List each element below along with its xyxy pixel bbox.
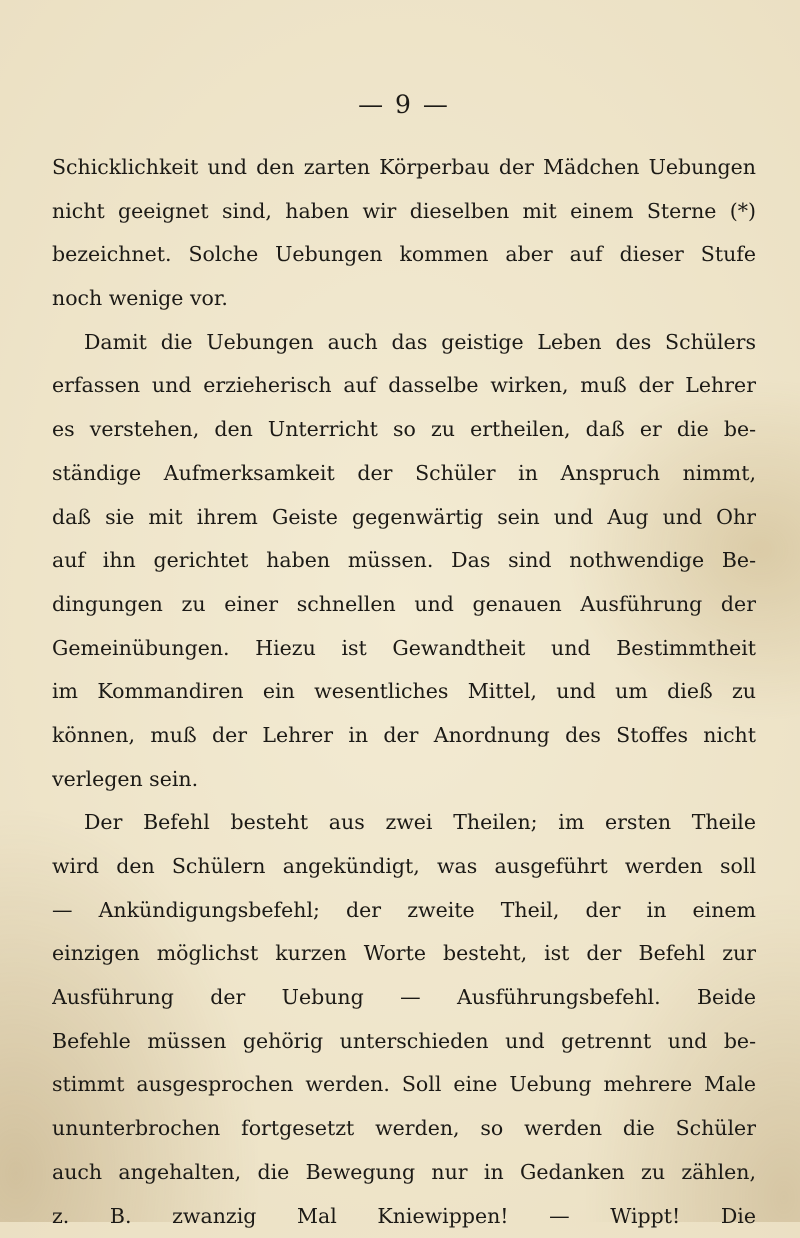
text-line: im Kommandiren ein wesentliches Mittel, und um dieß zu bbox=[52, 670, 756, 714]
text-line: daß sie mit ihrem Geiste gegenwärtig sein und Aug und Ohr bbox=[52, 496, 756, 540]
text-line: Schicklichkeit und den zarten Körperbau der Mädchen Uebungen bbox=[52, 146, 756, 190]
body-text bbox=[52, 146, 756, 1238]
text-line: Ausführung der Uebung — Ausführungsbefehl. Beide bbox=[52, 976, 756, 1020]
text-line: können, muß der Lehrer in der Anordnung des Stoffes nicht bbox=[52, 714, 756, 758]
text-line: Befehle müssen gehörig unterschieden und getrennt und be- bbox=[52, 1020, 756, 1064]
text-line: es verstehen, den Unterricht so zu ertheilen, daß er die be- bbox=[52, 408, 756, 452]
text-line: wird den Schülern angekündigt, was ausgeführt werden soll bbox=[52, 845, 756, 889]
text-line: Damit die Uebungen auch das geistige Leben des Schülers bbox=[52, 321, 756, 365]
text-line: — Ankündigungsbefehl; der zweite Theil, der in einem bbox=[52, 889, 756, 933]
text-line: bezeichnet. Solche Uebungen kommen aber auf dieser Stufe bbox=[52, 233, 756, 277]
text-line: nicht geeignet sind, haben wir dieselben mit einem Sterne (*) bbox=[52, 190, 756, 234]
text-line: dingungen zu einer schnellen und genauen Ausführung der bbox=[52, 583, 756, 627]
text-line: ständige Aufmerksamkeit der Schüler in Anspruch nimmt, bbox=[52, 452, 756, 496]
text-line: erfassen und erzieherisch auf dasselbe wirken, muß der Lehrer bbox=[52, 364, 756, 408]
text-line: auf ihn gerichtet haben müssen. Das sind nothwendige Be- bbox=[52, 539, 756, 583]
text-line: noch wenige vor. bbox=[52, 277, 756, 321]
text-line: ununterbrochen fortgesetzt werden, so werden die Schüler bbox=[52, 1107, 756, 1151]
book-page bbox=[52, 0, 756, 1222]
text-line: z. B. zwanzig Mal Kniewippen! — Wippt! Die bbox=[52, 1195, 756, 1238]
text-line: stimmt ausgesprochen werden. Soll eine Uebung mehrere Male bbox=[52, 1063, 756, 1107]
text-line: einzigen möglichst kurzen Worte besteht, ist der Befehl zur bbox=[52, 932, 756, 976]
text-line: auch angehalten, die Bewegung nur in Gedanken zu zählen, bbox=[52, 1151, 756, 1195]
text-line: verlegen sein. bbox=[52, 758, 756, 802]
text-line: Der Befehl besteht aus zwei Theilen; im ersten Theile bbox=[52, 801, 756, 845]
page-number: — 9 — bbox=[52, 90, 756, 119]
text-line: Gemeinübungen. Hiezu ist Gewandtheit und Bestimmtheit bbox=[52, 627, 756, 671]
